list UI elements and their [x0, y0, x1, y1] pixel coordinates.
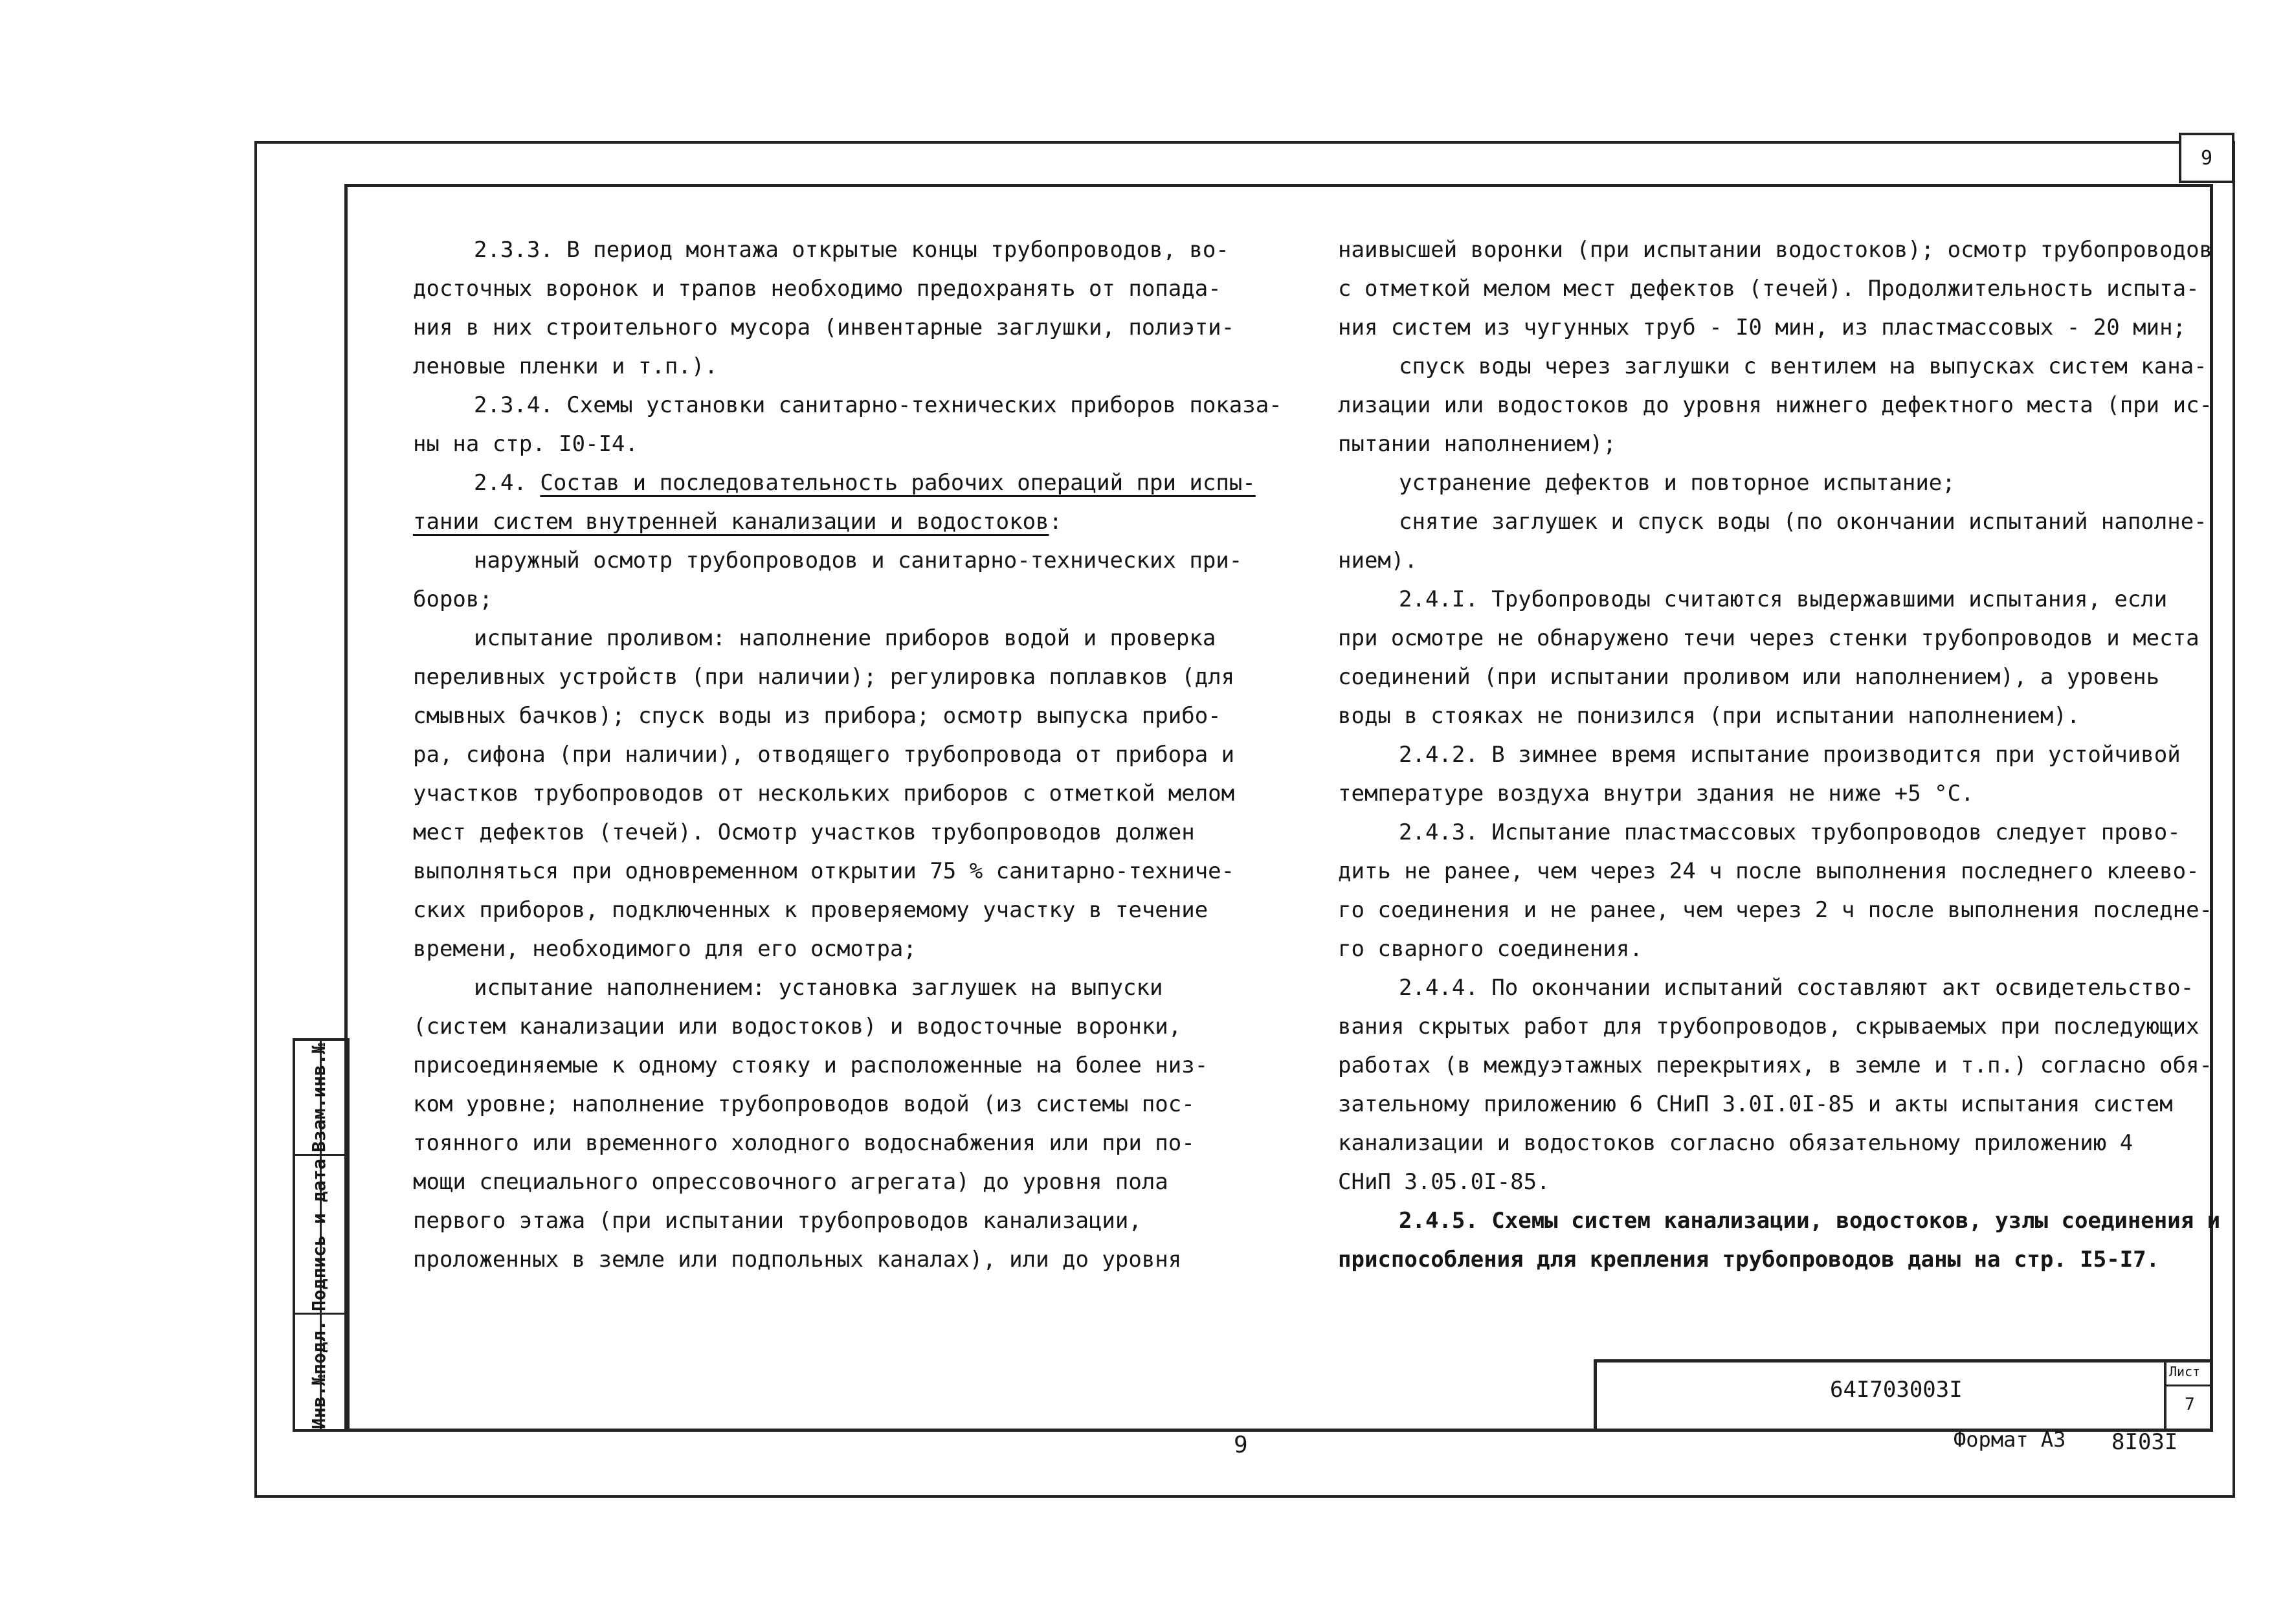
text-line: 2.4.4. По окончании испытаний составляют акт освидетельство-	[1399, 975, 2194, 1001]
text-line: 2.4.I. Трубопроводы считаются выдержавшими испытания, если	[1399, 586, 2168, 612]
text-line: 2.4.5. Схемы систем канализации, водостоков, узлы соединения и	[1399, 1208, 2221, 1234]
right-column	[1338, 230, 2220, 1279]
text-line: боров;	[413, 586, 493, 612]
text-line: нием).	[1338, 548, 1418, 573]
text-line: 2.3.4. Схемы установки санитарно-технических приборов показа-	[474, 392, 1282, 418]
text-line: СНиП 3.05.0I-85.	[1338, 1169, 1550, 1195]
text-line: досточных воронок и трапов необходимо предохранять от попада-	[413, 276, 1221, 302]
stamp-labels	[295, 1041, 329, 1429]
text-line: ны на стр. I0-I4.	[413, 431, 638, 457]
text-line: зательному приложению 6 СНиП 3.0I.0I-85 и акты испытания систем	[1338, 1091, 2173, 1117]
text-line: смывных бачков); спуск воды из прибора; осмотр выпуска прибо-	[413, 703, 1221, 729]
text-line: канализации и водостоков согласно обязательному приложению 4	[1338, 1130, 2133, 1156]
section-heading-cont: тании систем внутренней канализации и водостоков:	[413, 509, 1063, 535]
document-number: 64I703003I	[1830, 1377, 1963, 1403]
text-line: дить не ранее, чем через 24 ч после выполнения последнего клеево-	[1338, 858, 2199, 884]
text-line: пытании наполнением);	[1338, 431, 1616, 457]
text-line: снятие заглушек и спуск воды (по окончании испытаний наполне-	[1399, 509, 2207, 535]
text-line: испытание наполнением: установка заглушек на выпуски	[474, 975, 1163, 1001]
text-line: ком уровне; наполнение трубопроводов водой (из системы пос-	[413, 1091, 1195, 1117]
text-line: ских приборов, подключенных к проверяемому участку в течение	[413, 897, 1208, 923]
text-line: тоянного или временного холодного водоснабжения или при по-	[413, 1130, 1195, 1156]
left-column	[413, 230, 1282, 1279]
archive-code: 8I03I	[2111, 1429, 2178, 1455]
text-line: наружный осмотр трубопроводов и санитарно-технических при-	[474, 548, 1243, 573]
text-line: первого этажа (при испытании трубопроводов канализации,	[413, 1208, 1142, 1234]
text-line: температуре воздуха внутри здания не ниже +5 °C.	[1338, 781, 1974, 806]
heading-underlined-part-1: Состав и последовательность рабочих операций при испы-	[540, 470, 1256, 496]
sheet-label: Лист	[2169, 1364, 2201, 1379]
text-line: времени, необходимого для его осмотра;	[413, 936, 917, 962]
format-label: Формат А3	[1954, 1427, 2066, 1452]
text-line: наивысшей воронки (при испытании водостоков); осмотр трубопроводов	[1338, 237, 2213, 263]
text-line: присоединяемые к одному стояку и расположенные на более низ-	[413, 1052, 1208, 1078]
page-number: 9	[1234, 1432, 1248, 1458]
text-line: ния в них строительного мусора (инвентарные заглушки, полиэти-	[413, 315, 1235, 340]
sheet-number: 7	[2185, 1395, 2195, 1414]
text-line: мощи специального опрессовочного агрегата) до уровня пола	[413, 1169, 1168, 1195]
text-line: лизации или водостоков до уровня нижнего дефектного места (при ис-	[1338, 392, 2213, 418]
title-block	[1594, 1359, 2213, 1432]
stamp-label-inv-podl: Инв.№подл.	[308, 1320, 329, 1429]
side-approval-stamp	[293, 1038, 350, 1432]
text-line: проложенных в земле или подпольных каналах), или до уровня	[413, 1247, 1182, 1273]
text-line: 2.4.3. Испытание пластмассовых трубопроводов следует прово-	[1399, 819, 2181, 845]
text-line: переливных устройств (при наличии); регулировка поплавков (для	[413, 664, 1235, 690]
text-line: го сварного соединения.	[1338, 936, 1643, 962]
stamp-label-vzam-inv: Взам.инв.№	[308, 1043, 329, 1152]
text-line: ния систем из чугунных труб - I0 мин, из пластмассовых - 20 мин;	[1338, 315, 2187, 340]
text-line: воды в стояках не понизился (при испытании наполнением).	[1338, 703, 2080, 729]
text-line: спуск воды через заглушки с вентилем на выпусках систем кана-	[1399, 353, 2207, 379]
stamp-label-signature-date: Подпись и дата	[308, 1158, 329, 1311]
sheet-divider	[2166, 1385, 2213, 1386]
text-line: работах (в междуэтажных перекрытиях, в земле и т.п.) согласно обя-	[1338, 1052, 2213, 1078]
text-line: го соединения и не ранее, чем через 2 ч после выполнения последне-	[1338, 897, 2213, 923]
text-line: ра, сифона (при наличии), отводящего трубопровода от прибора и	[413, 742, 1235, 768]
text-line: (систем канализации или водостоков) и водосточные воронки,	[413, 1014, 1182, 1040]
text-line: леновые пленки и т.п.).	[413, 353, 718, 379]
heading-underlined-part-2: тании систем внутренней канализации и водостоков	[413, 509, 1049, 535]
text-line: приспособления для крепления трубопроводов даны на стр. I5-I7.	[1338, 1247, 2160, 1273]
text-line: при осмотре не обнаружено течи через стенки трубопроводов и места	[1338, 625, 2199, 651]
text-line: с отметкой мелом мест дефектов (течей). Продолжительность испыта-	[1338, 276, 2199, 302]
text-line: устранение дефектов и повторное испытание;	[1399, 470, 1955, 496]
text-line: вания скрытых работ для трубопроводов, скрываемых при последующих	[1338, 1014, 2199, 1040]
sheet-cell	[2164, 1363, 2213, 1432]
text-line: участков трубопроводов от нескольких приборов с отметкой мелом	[413, 781, 1235, 806]
text-line: соединений (при испытании проливом или наполнением), а уровень	[1338, 664, 2160, 690]
corner-page-number: 9	[2179, 133, 2234, 183]
text-line: мест дефектов (течей). Осмотр участков трубопроводов должен	[413, 819, 1195, 845]
section-heading: 2.4. Состав и последовательность рабочих операций при испы-	[474, 470, 1256, 496]
text-line: 2.3.3. В период монтажа открытые концы трубопроводов, во-	[474, 237, 1229, 263]
text-line: выполняться при одновременном открытии 75 % санитарно-техниче-	[413, 858, 1235, 884]
text-line: 2.4.2. В зимнее время испытание производится при устойчивой	[1399, 742, 2181, 768]
text-line: испытание проливом: наполнение приборов водой и проверка	[474, 625, 1216, 651]
